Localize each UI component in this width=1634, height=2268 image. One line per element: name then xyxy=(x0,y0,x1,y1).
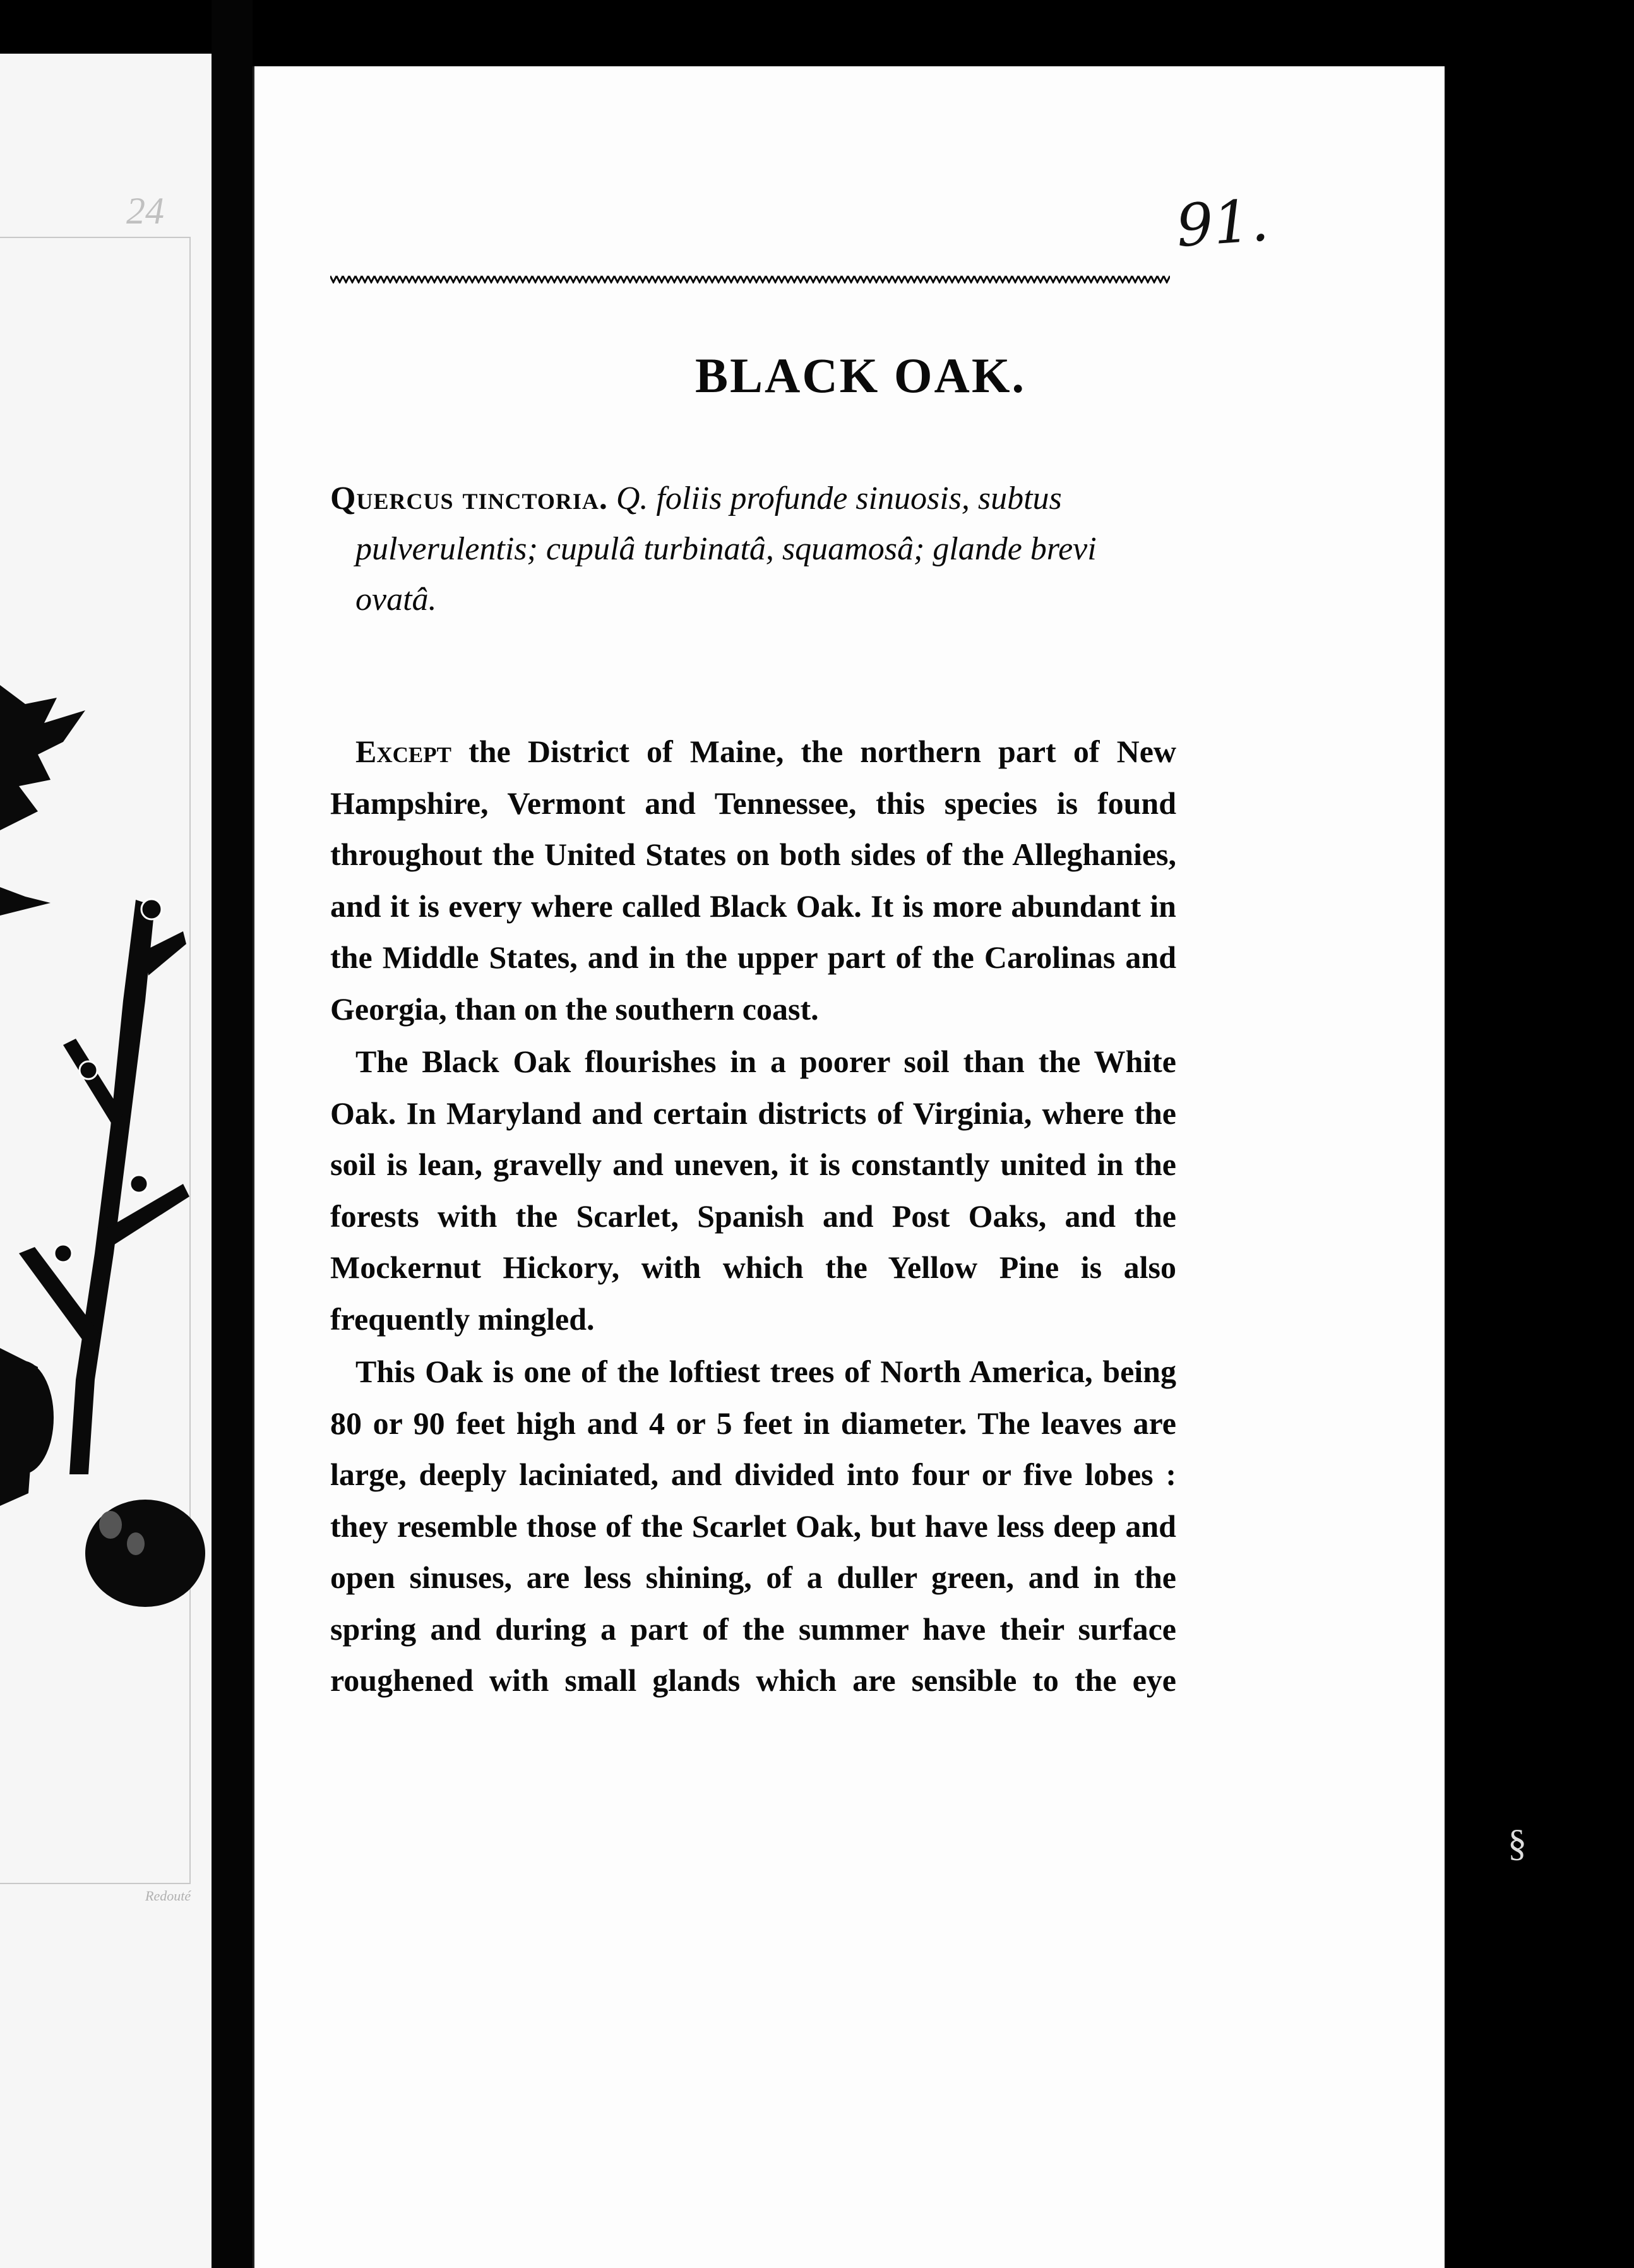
page-number: 91. xyxy=(1174,186,1271,260)
paragraph-3 xyxy=(330,1346,1176,1707)
paragraph-1 xyxy=(330,726,1176,1035)
oak-leaf-illustration xyxy=(0,685,85,830)
paragraph-lead: Except xyxy=(355,734,451,769)
binding-mark: § xyxy=(1508,1822,1527,1864)
paragraph-2 xyxy=(330,1036,1176,1345)
latin-description-line-3: ovatâ. xyxy=(355,582,437,618)
paragraph-text: The Black Oak flourishes in a poorer soil than the White Oak. In Maryland and certain districts of Virginia, where the soil is lean, gravelly and uneven, it is constantly united in the forests with the Scarlet, Spanish and Post Oaks, and the Mockernut Hickory, with which the Yellow Pine is also frequently mingled. xyxy=(330,1044,1176,1337)
latin-description-line-2: pulverulentis; cupulâ turbinatâ, squamosâ; glande brevi xyxy=(355,531,1097,567)
facing-plate-page xyxy=(0,54,212,2268)
right-margin xyxy=(1445,0,1634,2268)
text-page xyxy=(253,66,1445,2268)
paragraph-text: the District of Maine, the northern part of New Hampshire, Vermont and Tennessee, this species is found throughout the United States on both sides of the Alleghanies, and it is every where called Black Oak. It is more abundant in the Middle States, and in the upper part of the Carolinas and Georgia, than on the southern coast. xyxy=(330,734,1176,1027)
page-title: BLACK OAK. xyxy=(695,348,1027,403)
latin-description-line-1: Q. foliis profunde sinuosis, subtus xyxy=(616,480,1062,516)
paragraph-text: This Oak is one of the loftiest trees of North America, being 80 or 90 feet high and 4 or 5 feet in diameter. The leaves are large, deeply laciniated, and divided into four or five lobes : they resemble those of the Scarlet Oak, but have less deep and open sinuses, are less shining, of a duller green, and in the spring and during a part of the summer have their surface roughened with small glands which are sensible to the eye xyxy=(330,1354,1176,1698)
book-gutter xyxy=(212,0,253,2268)
ornamental-rule xyxy=(330,275,1170,284)
species-name: Quercus tinctoria. xyxy=(330,480,608,516)
body-text xyxy=(330,726,1176,1707)
oak-branch-illustration xyxy=(0,54,212,2268)
botanical-description xyxy=(330,474,1176,625)
plate-credit: Redouté xyxy=(145,1888,191,1904)
plate-number: 24 xyxy=(126,190,164,232)
